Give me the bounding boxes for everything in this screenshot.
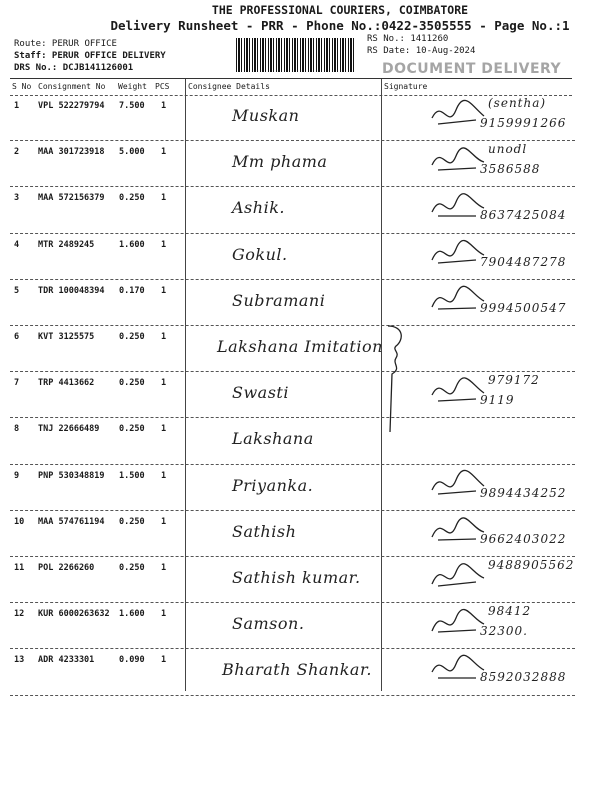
cell-pcs: 1 <box>161 193 167 204</box>
signature-mark <box>428 188 488 224</box>
cell-consignment: MAA 572156379 <box>38 193 105 204</box>
consignee-name: Sathish kumar. <box>232 568 361 587</box>
table-row <box>10 186 575 233</box>
cell-consignment: MAA 301723918 <box>38 147 105 158</box>
table-row <box>10 140 575 187</box>
col-signature: Signature <box>384 82 428 91</box>
cell-weight: 7.500 <box>119 101 145 111</box>
col-consignment: Consignment No <box>38 82 106 91</box>
cell-weight: 5.000 <box>119 147 145 158</box>
cell-consignment: VPL 522279794 <box>38 101 105 111</box>
cell-consignment: KUR 6000263632 <box>38 609 110 620</box>
cell-sno: 4 <box>14 239 20 250</box>
signature-mark <box>428 466 488 502</box>
table-row <box>10 325 575 372</box>
cell-pcs: 1 <box>161 655 167 666</box>
cell-weight: 0.250 <box>119 378 145 389</box>
signature-mark <box>428 419 488 455</box>
table-row <box>10 417 575 464</box>
rs-number: RS No.: 1411260 <box>367 34 449 44</box>
cell-pcs: 1 <box>161 239 167 250</box>
cell-weight: 0.250 <box>119 332 145 342</box>
consignee-name: Priyanka. <box>232 475 314 495</box>
cell-sno: 13 <box>14 655 25 666</box>
cell-sno: 1 <box>14 101 20 111</box>
signature-phone: 9662403022 <box>480 531 567 546</box>
signature-note: unodl <box>488 142 528 157</box>
barcode <box>236 38 356 72</box>
bracket-mark <box>382 322 412 442</box>
signature-mark <box>428 650 488 686</box>
cell-weight: 0.250 <box>119 516 145 527</box>
signature-note: 98412 <box>488 604 532 619</box>
cell-weight: 1.600 <box>119 239 145 250</box>
consignee-name: Sathish <box>232 521 297 541</box>
signature-mark <box>428 604 488 640</box>
cell-sno: 11 <box>14 563 25 573</box>
signature-mark <box>428 558 488 594</box>
consignee-name: Mm phama <box>232 152 328 172</box>
route-text: Route: PERUR OFFICE <box>14 39 117 49</box>
table-row <box>10 279 575 326</box>
cell-consignment: TDR 100048394 <box>38 285 105 296</box>
cell-consignment: MTR 2489245 <box>38 239 95 250</box>
cell-consignment: MAA 574761194 <box>38 516 105 527</box>
consignee-name: Lakshana <box>232 429 314 449</box>
consignee-name: Samson. <box>232 614 305 634</box>
cell-consignment: POL 2266260 <box>38 563 95 573</box>
cell-pcs: 1 <box>161 332 167 342</box>
signature-phone: 9119 <box>480 393 515 408</box>
company-title: THE PROFESSIONAL COURIERS, COIMBATORE <box>211 3 469 17</box>
staff-text: Staff: PERUR OFFICE DELIVERY <box>14 51 166 61</box>
cell-weight: 0.250 <box>119 424 145 435</box>
table-row <box>10 510 575 557</box>
signature-mark <box>428 142 488 178</box>
cell-pcs: 1 <box>161 378 167 389</box>
runsheet-title: Delivery Runsheet - PRR - Phone No.:0422-3505555 - Page No.:1 <box>110 18 570 33</box>
consignee-name: Lakshana Imitation <box>217 337 383 356</box>
table-row <box>10 233 575 280</box>
cell-sno: 9 <box>14 470 20 481</box>
cell-sno: 12 <box>14 609 25 620</box>
consignee-name: Bharath Shankar. <box>222 660 372 680</box>
cell-weight: 0.250 <box>119 193 145 204</box>
table-row <box>10 602 575 649</box>
col-weight: Weight <box>118 82 147 91</box>
table-row <box>10 556 575 603</box>
consignee-name: Swasti <box>232 383 289 403</box>
cell-consignment: TRP 4413662 <box>38 378 95 389</box>
col-consignee: Consignee Details <box>188 82 270 91</box>
signature-mark <box>428 373 488 409</box>
cell-pcs: 1 <box>161 147 167 158</box>
cell-sno: 2 <box>14 147 20 158</box>
cell-pcs: 1 <box>161 609 167 620</box>
document-delivery-stamp: DOCUMENT DELIVERY <box>382 61 562 77</box>
consignee-name: Ashik. <box>232 198 285 218</box>
cell-pcs: 1 <box>161 101 167 111</box>
cell-consignment: KVT 3125575 <box>38 332 95 342</box>
signature-phone: 9159991266 <box>480 116 567 130</box>
col-pcs: PCS <box>155 82 170 91</box>
drs-number: DRS No.: DCJB141126001 <box>14 63 134 73</box>
cell-weight: 0.090 <box>119 655 145 666</box>
table-row <box>10 648 575 695</box>
cell-sno: 3 <box>14 193 20 204</box>
signature-mark <box>428 512 488 548</box>
cell-consignment: TNJ 22666489 <box>38 424 100 435</box>
signature-phone: 7904487278 <box>480 254 567 269</box>
signature-phone: 32300. <box>480 624 528 639</box>
cell-sno: 5 <box>14 285 20 296</box>
cell-pcs: 1 <box>161 516 167 527</box>
cell-pcs: 1 <box>161 285 167 296</box>
cell-pcs: 1 <box>161 470 167 481</box>
signature-mark <box>428 96 488 132</box>
cell-weight: 1.600 <box>119 609 145 620</box>
signature-mark <box>428 235 488 271</box>
consignee-name: Gokul. <box>232 244 288 264</box>
cell-sno: 7 <box>14 378 20 389</box>
cell-sno: 8 <box>14 424 20 435</box>
cell-pcs: 1 <box>161 424 167 435</box>
cell-consignment: PNP 530348819 <box>38 470 105 481</box>
cell-weight: 1.500 <box>119 470 145 481</box>
signature-mark <box>428 281 488 317</box>
cell-consignment: ADR 4233301 <box>38 655 95 666</box>
signature-phone: 3586588 <box>480 162 541 177</box>
consignee-name: Subramani <box>232 290 326 310</box>
table-row <box>10 94 575 141</box>
signature-mark <box>428 327 488 363</box>
table-row <box>10 371 575 418</box>
consignee-name: Muskan <box>232 106 300 125</box>
cell-sno: 10 <box>14 516 25 527</box>
signature-note: (sentha) <box>488 96 547 110</box>
col-sno: S No <box>12 82 32 91</box>
cell-weight: 0.250 <box>119 563 145 573</box>
cell-pcs: 1 <box>161 563 167 573</box>
rs-date: RS Date: 10-Aug-2024 <box>367 46 476 56</box>
table-row <box>10 464 575 511</box>
signature-phone: 8592032888 <box>480 670 567 685</box>
cell-sno: 6 <box>14 332 20 342</box>
signature-phone: 9994500547 <box>480 300 567 315</box>
signature-phone: 9894434252 <box>480 485 567 500</box>
signature-phone: 8637425084 <box>480 208 567 223</box>
signature-note: 979172 <box>488 373 540 388</box>
signature-note: 9488905562 <box>488 558 575 572</box>
cell-weight: 0.170 <box>119 285 145 296</box>
